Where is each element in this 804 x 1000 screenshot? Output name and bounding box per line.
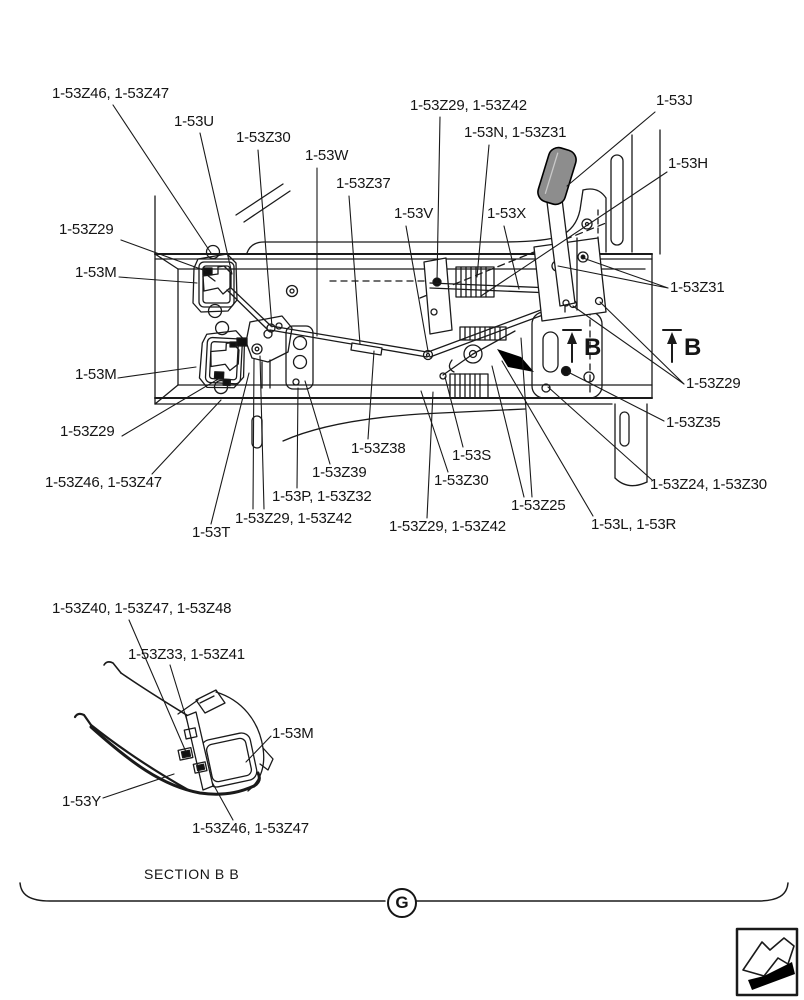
part-label: 1-53Z29, 1-53Z42	[235, 510, 352, 527]
part-label: 1-53Z46, 1-53Z47	[192, 820, 309, 837]
part-label: 1-53Z38	[351, 440, 406, 457]
section-arrow-b-left	[563, 330, 581, 362]
part-label: 1-53W	[305, 147, 349, 164]
part-label: 1-53U	[174, 113, 214, 130]
upper-striker	[193, 246, 237, 318]
section-marker-b-right: B	[684, 334, 702, 361]
part-label: 1-53T	[192, 524, 231, 541]
section-arrow-b-right	[663, 330, 681, 362]
latch-mechanism	[424, 238, 606, 398]
part-label: 1-53Y	[62, 793, 102, 810]
part-label: 1-53L, 1-53R	[591, 516, 677, 533]
part-label: 1-53Z37	[336, 175, 391, 192]
part-label: 1-53Z40, 1-53Z47, 1-53Z48	[52, 600, 232, 617]
part-label: 1-53Z29	[59, 221, 114, 238]
part-label: 1-53Z30	[236, 129, 291, 146]
part-label: 1-53M	[75, 366, 117, 383]
part-label: 1-53Z35	[666, 414, 721, 431]
part-label: 1-53Z30	[434, 472, 489, 489]
part-label: 1-53Z29, 1-53Z42	[410, 97, 527, 114]
main-assembly-drawing	[20, 105, 797, 995]
part-label: 1-53Z29	[686, 375, 741, 392]
part-label: 1-53V	[394, 205, 434, 222]
part-label: 1-53Z33, 1-53Z41	[128, 646, 245, 663]
part-label: 1-53Z29	[60, 423, 115, 440]
section-marker-b-left: B	[584, 334, 602, 361]
part-label: 1-53X	[487, 205, 527, 222]
part-label: 1-53Z29, 1-53Z42	[389, 518, 506, 535]
part-label: 1-53M	[272, 725, 314, 742]
part-label: 1-53Z46, 1-53Z47	[45, 474, 162, 491]
nav-arrow-icon	[737, 929, 797, 995]
part-label: 1-53Z24, 1-53Z30	[650, 476, 767, 493]
view-marker-g: G	[387, 888, 417, 918]
lower-striker	[199, 321, 247, 395]
part-label: 1-53Z39	[312, 464, 367, 481]
part-label: 1-53Z46, 1-53Z47	[52, 85, 169, 102]
part-label: 1-53J	[656, 92, 693, 109]
part-label: 1-53M	[75, 264, 117, 281]
part-label: 1-53N, 1-53Z31	[464, 124, 567, 141]
part-label: 1-53H	[668, 155, 708, 172]
part-label: 1-53S	[452, 447, 492, 464]
part-label: 1-53Z31	[670, 279, 725, 296]
section-title: SECTION B B	[144, 866, 240, 882]
part-label: 1-53Z25	[511, 497, 566, 514]
part-label: 1-53P, 1-53Z32	[272, 488, 372, 505]
